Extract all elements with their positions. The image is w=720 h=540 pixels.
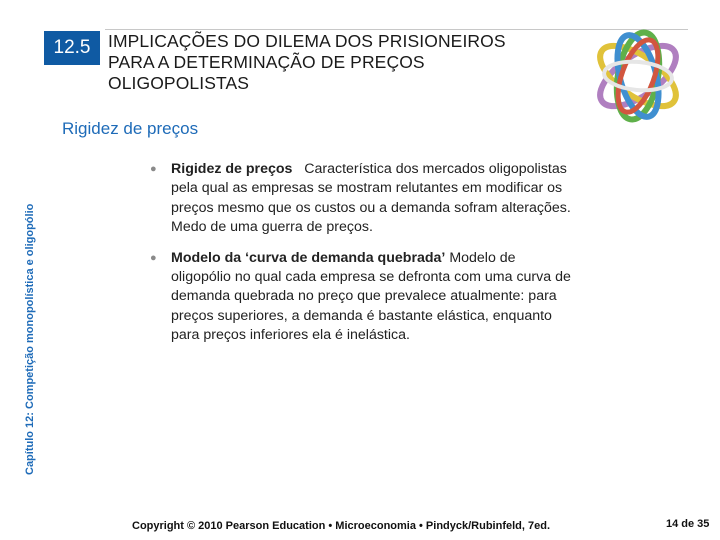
bullet-dot-icon: ● [150,163,157,175]
interlocking-rings-icon [583,24,693,129]
bullet-text: Modelo de oligopólio no qual cada empresa se defronta com uma curva de demanda quebrada no preço que prevalece atualmente: para preços superiores, a demanda é bastante elástica, enquanto para preços inferiores ela é inelástica. [171,249,571,344]
bullet-dot-icon: ● [150,251,157,264]
chapter-side-label: Capítulo 12: Competição monopolística e oligopólio [24,203,36,475]
bullet-term: Rigidez de preços [171,161,293,177]
title-line: IMPLICAÇÕES DO DILEMA DOS PRISIONEIROS [108,31,506,51]
title-line: PARA A DETERMINAÇÃO DE PREÇOS [108,52,425,72]
page-number: 14 de 35 [666,518,710,530]
list-item [150,160,575,238]
list-item [150,249,575,346]
slide-title [108,31,578,94]
copyright-footer: Copyright © 2010 Pearson Education • Microeconomia • Pindyck/Rubinfeld, 7ed. [132,520,551,532]
bullet-text: Característica dos mercados oligopolistas pela qual as empresas se mostram relutantes em modificar os preços mesmo que os custos ou a demanda sofram alterações. Medo de uma guerra de preços. [171,161,571,236]
slide-subtitle: Rigidez de preços [62,119,199,138]
title-line: OLIGOPOLISTAS [108,73,250,93]
bullet-term: Modelo da ‘curva de demanda quebrada’ [171,249,446,266]
section-number-badge: 12.5 [44,31,100,65]
bullet-list [150,160,575,357]
